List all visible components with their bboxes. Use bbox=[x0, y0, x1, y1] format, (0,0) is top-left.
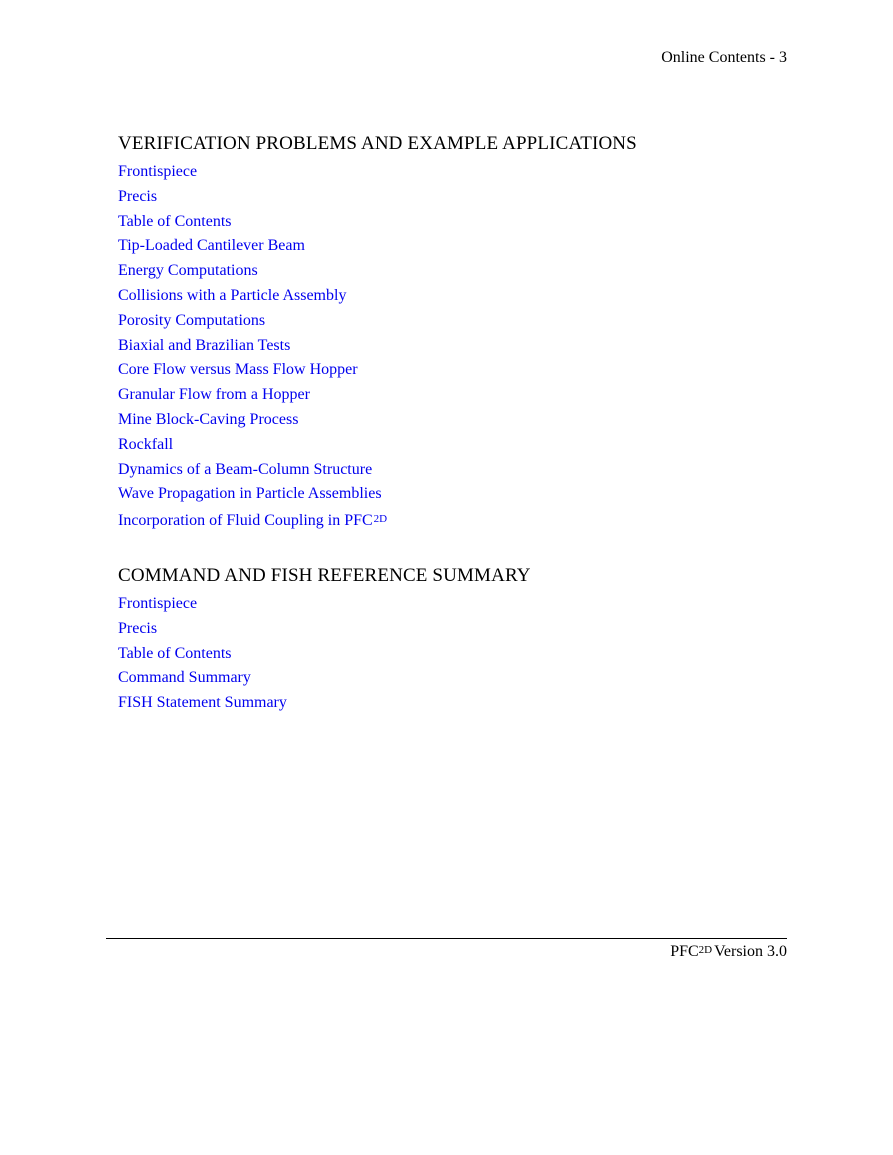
link-command-summary[interactable]: Command Summary bbox=[118, 669, 251, 687]
list-item bbox=[118, 482, 637, 507]
list-item bbox=[118, 458, 637, 483]
section-verification-problems bbox=[118, 132, 637, 532]
list-item bbox=[118, 234, 637, 259]
list-item bbox=[118, 160, 637, 185]
list-item bbox=[118, 691, 531, 716]
list-item bbox=[118, 642, 531, 667]
link-tip-loaded-cantilever-beam[interactable]: Tip-Loaded Cantilever Beam bbox=[118, 237, 305, 255]
link-energy-computations[interactable]: Energy Computations bbox=[118, 262, 258, 280]
link-core-flow-mass-flow-hopper[interactable]: Core Flow versus Mass Flow Hopper bbox=[118, 361, 358, 379]
link-precis[interactable]: Precis bbox=[118, 619, 158, 637]
link-list bbox=[118, 160, 637, 532]
list-item bbox=[118, 210, 637, 235]
link-frontispiece[interactable]: Frontispiece bbox=[118, 595, 198, 612]
list-item bbox=[118, 334, 637, 359]
link-table-of-contents[interactable]: Table of Contents bbox=[118, 644, 232, 662]
section-command-fish-reference bbox=[118, 564, 531, 716]
link-biaxial-brazilian-tests[interactable]: Biaxial and Brazilian Tests bbox=[118, 336, 291, 354]
superscript-2d: 2D bbox=[373, 513, 388, 526]
link-porosity-computations[interactable]: Porosity Computations bbox=[118, 311, 266, 329]
footer-superscript-2d: 2D bbox=[698, 944, 713, 956]
running-header: Online Contents - 3 bbox=[661, 49, 787, 66]
list-item bbox=[118, 284, 637, 309]
list-item bbox=[118, 259, 637, 284]
list-item bbox=[118, 383, 637, 408]
footer-version: Version 3.0 bbox=[714, 943, 787, 960]
link-mine-block-caving[interactable]: Mine Block-Caving Process bbox=[118, 410, 299, 428]
link-fish-statement-summary[interactable]: FISH Statement Summary bbox=[118, 694, 287, 712]
link-list bbox=[118, 592, 531, 716]
list-item bbox=[118, 666, 531, 691]
footer-product: PFC bbox=[670, 943, 699, 960]
link-rockfall[interactable]: Rockfall bbox=[118, 435, 174, 453]
link-beam-column-dynamics[interactable]: Dynamics of a Beam-Column Structure bbox=[118, 460, 373, 478]
link-fluid-coupling-label: Incorporation of Fluid Coupling in PFC bbox=[118, 512, 373, 530]
list-item bbox=[118, 408, 637, 433]
list-item bbox=[118, 433, 637, 458]
link-wave-propagation[interactable]: Wave Propagation in Particle Assemblies bbox=[118, 485, 382, 503]
list-item bbox=[118, 592, 531, 617]
link-frontispiece[interactable]: Frontispiece bbox=[118, 163, 198, 180]
section-title: VERIFICATION PROBLEMS AND EXAMPLE APPLICATIONS bbox=[118, 133, 637, 154]
link-precis[interactable]: Precis bbox=[118, 187, 158, 205]
list-item bbox=[118, 358, 637, 383]
link-fluid-coupling[interactable] bbox=[118, 512, 387, 529]
list-item bbox=[118, 185, 637, 210]
link-granular-flow-hopper[interactable]: Granular Flow from a Hopper bbox=[118, 386, 310, 404]
section-title: COMMAND AND FISH REFERENCE SUMMARY bbox=[118, 565, 531, 586]
list-item bbox=[118, 309, 637, 334]
list-item bbox=[118, 617, 531, 642]
link-table-of-contents[interactable]: Table of Contents bbox=[118, 212, 232, 230]
footer-divider bbox=[106, 938, 787, 939]
running-footer bbox=[670, 940, 787, 962]
list-item bbox=[118, 507, 637, 532]
link-collisions-particle-assembly[interactable]: Collisions with a Particle Assembly bbox=[118, 286, 347, 304]
